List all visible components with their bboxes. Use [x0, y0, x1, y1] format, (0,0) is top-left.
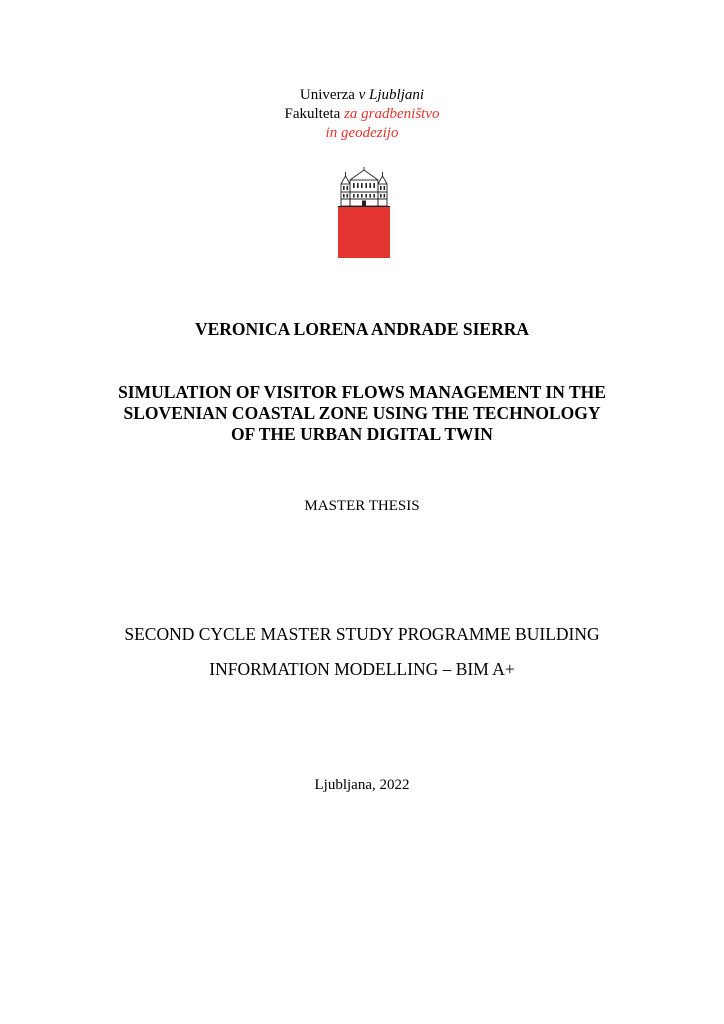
study-programme	[0, 617, 724, 687]
place-and-year: Ljubljana, 2022	[314, 777, 410, 793]
study-programme-line: INFORMATION MODELLING – BIM A+	[209, 659, 515, 679]
thesis-title-line: OF THE URBAN DIGITAL TWIN	[231, 424, 493, 444]
university-line	[0, 86, 724, 105]
faculty-logo	[338, 166, 390, 258]
university-header	[0, 86, 724, 143]
faculty-line	[0, 105, 724, 124]
faculty-name-red: za gradbeništvo	[344, 106, 440, 122]
thesis-title-line: SLOVENIAN COASTAL ZONE USING THE TECHNOLOGY	[123, 403, 601, 423]
faculty-name-plain: Fakulteta	[284, 106, 345, 122]
thesis-title-line: SIMULATION OF VISITOR FLOWS MANAGEMENT IN THE	[118, 382, 606, 402]
study-programme-line: SECOND CYCLE MASTER STUDY PROGRAMME BUILDING	[124, 624, 600, 644]
university-name-italic: v Ljubljani	[358, 87, 425, 103]
thesis-type: MASTER THESIS	[304, 498, 420, 514]
university-name-plain: Univerza	[299, 87, 359, 103]
thesis-title	[0, 382, 724, 445]
faculty-name-red-line2: in geodezijo	[325, 125, 399, 141]
author-name: VERONICA LORENA ANDRADE SIERRA	[194, 319, 529, 339]
